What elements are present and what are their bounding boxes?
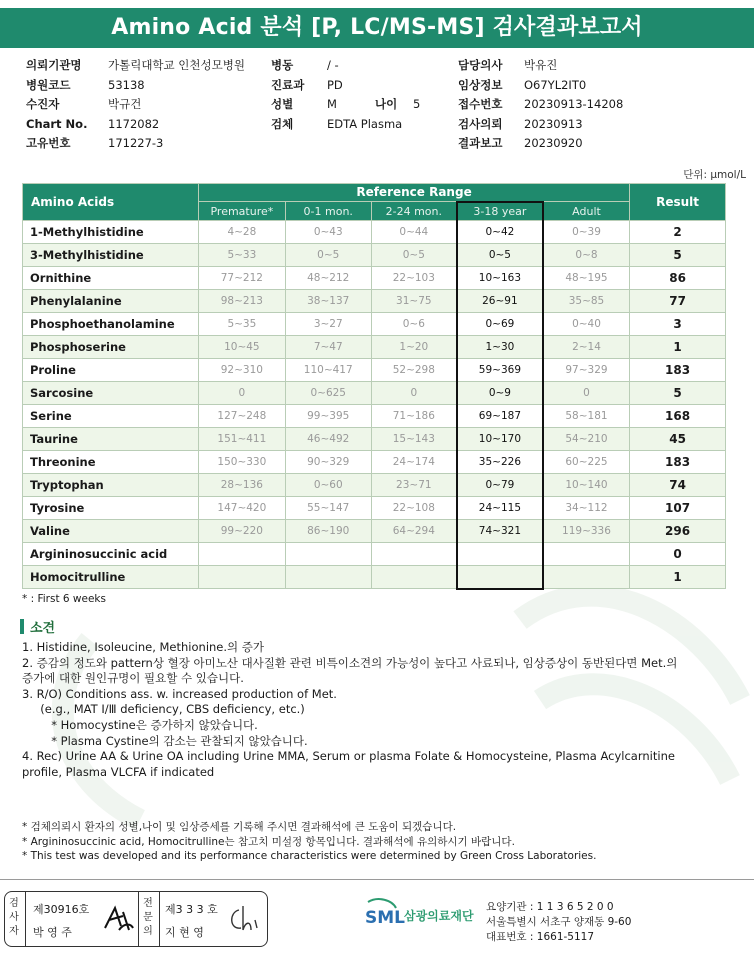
amino-acid-name: Phosphoserine — [23, 336, 199, 359]
sml-logo-icon — [364, 898, 405, 932]
reference-range-cell: 3~27 — [285, 313, 371, 336]
reference-range-cell: 86~190 — [285, 520, 371, 543]
reference-range-cell: 1~20 — [371, 336, 457, 359]
reference-range-cell: 10~170 — [457, 428, 543, 451]
reference-range-cell: 0~39 — [543, 221, 630, 244]
col-header-amino-acids: Amino Acids — [23, 184, 199, 221]
result-value: 3 — [630, 313, 726, 336]
reference-range-cell: 0~69 — [457, 313, 543, 336]
col-header-adult: Adult — [543, 202, 630, 221]
divider — [138, 892, 139, 946]
reference-range-cell — [371, 543, 457, 566]
reference-range-cell — [198, 566, 285, 589]
amino-acid-name: Taurine — [23, 428, 199, 451]
info-label: 의뢰기관명 — [26, 58, 82, 72]
amino-acid-name: 3-Methylhistidine — [23, 244, 199, 267]
reference-range-cell: 71~186 — [371, 405, 457, 428]
info-value: 20230913 — [524, 116, 583, 131]
reference-range-cell — [543, 543, 630, 566]
result-value: 45 — [630, 428, 726, 451]
amino-acid-name: 1-Methylhistidine — [23, 221, 199, 244]
comments-heading — [20, 617, 55, 636]
reference-range-cell: 77~212 — [198, 267, 285, 290]
comment-line: profile, Plasma VLCFA if indicated — [22, 764, 215, 779]
lab-logo — [364, 898, 474, 932]
logo-text: SML — [365, 908, 405, 928]
table-row — [23, 405, 726, 428]
info-label: 나이 — [375, 97, 398, 111]
reference-range-cell: 90~329 — [285, 451, 371, 474]
info-value: PD — [327, 77, 343, 92]
reference-range-cell: 0~44 — [371, 221, 457, 244]
reference-range-cell: 0~5 — [371, 244, 457, 267]
reference-range-cell: 24~174 — [371, 451, 457, 474]
info-label: 고유번호 — [26, 136, 71, 150]
amino-acid-name: Argininosuccinic acid — [23, 543, 199, 566]
info-label: 성별 — [271, 97, 294, 111]
reference-range-cell: 46~492 — [285, 428, 371, 451]
reference-range-cell: 1~30 — [457, 336, 543, 359]
info-label: 병원코드 — [26, 77, 71, 92]
reference-range-cell: 97~329 — [543, 359, 630, 382]
comment-line: 증가에 대한 원인규명이 필요할 수 있습니다. — [22, 671, 244, 686]
patient-info-right — [458, 56, 623, 154]
comment-line: (e.g., MAT Ⅰ/Ⅲ deficiency, CBS deficiency, etc.) — [22, 702, 305, 717]
reference-range-cell: 58~181 — [543, 405, 630, 428]
divider — [25, 892, 26, 946]
specialist-signature — [225, 902, 263, 936]
reference-range-cell: 10~163 — [457, 267, 543, 290]
reference-range-cell: 98~213 — [198, 290, 285, 313]
result-value: 5 — [630, 382, 726, 405]
heading-marker — [20, 619, 24, 634]
reference-range-cell: 24~115 — [457, 497, 543, 520]
result-value: 86 — [630, 267, 726, 290]
reference-range-cell: 22~108 — [371, 497, 457, 520]
divider — [159, 892, 160, 946]
info-label: 담당의사 — [458, 58, 503, 72]
note-line: * This test was developed and its performance characteristics were determined by Green Cross Laboratories. — [22, 850, 597, 862]
table-row — [23, 566, 726, 589]
result-value: 77 — [630, 290, 726, 313]
lab-phone: 대표번호 : 1661-5117 — [486, 931, 595, 943]
info-value: 박규건 — [108, 97, 142, 111]
col-header-2-24-mon: 2-24 mon. — [371, 202, 457, 221]
table-row — [23, 336, 726, 359]
examiner-signature — [101, 902, 135, 936]
reference-range-cell: 55~147 — [285, 497, 371, 520]
info-value: M — [327, 97, 337, 111]
reference-range-cell: 0 — [198, 382, 285, 405]
table-row — [23, 474, 726, 497]
table-row — [23, 221, 726, 244]
reference-range-cell: 48~195 — [543, 267, 630, 290]
reference-range-cell — [285, 543, 371, 566]
reference-range-cell: 38~137 — [285, 290, 371, 313]
reference-range-cell — [371, 566, 457, 589]
lab-code: 요양기관 : 1 1 3 6 5 2 0 0 — [486, 901, 614, 913]
result-value: 183 — [630, 359, 726, 382]
comment-line: 2. 증감의 정도와 pattern상 혈장 아미노산 대사질환 관련 비특이소견의 가능성이 높다고 사료되나, 임상증상이 동반된다면 Met.의 — [22, 655, 678, 670]
result-value: 5 — [630, 244, 726, 267]
table-row — [23, 497, 726, 520]
reference-range-cell: 10~45 — [198, 336, 285, 359]
comment-line: * Plasma Cystine의 감소는 관찰되지 않았습니다. — [22, 733, 308, 748]
reference-range-cell: 0~5 — [285, 244, 371, 267]
reference-range-cell: 54~210 — [543, 428, 630, 451]
info-value: 박유진 — [524, 58, 558, 72]
reference-range-cell: 35~226 — [457, 451, 543, 474]
reference-range-cell: 92~310 — [198, 359, 285, 382]
info-value: 5 — [413, 97, 421, 111]
col-header-premature: Premature* — [198, 202, 285, 221]
amino-acid-name: Serine — [23, 405, 199, 428]
note-line: * 검체의뢰시 환자의 성별,나이 및 임상증세를 기록해 주시면 결과해석에 큰 도움이 되겠습니다. — [22, 821, 457, 833]
table-row — [23, 428, 726, 451]
reference-range-cell: 127~248 — [198, 405, 285, 428]
info-value: O67YL2IT0 — [524, 77, 587, 92]
result-value: 0 — [630, 543, 726, 566]
info-value: 20230913-14208 — [524, 97, 624, 111]
result-value: 1 — [630, 336, 726, 359]
reference-range-cell: 99~395 — [285, 405, 371, 428]
result-value: 2 — [630, 221, 726, 244]
reference-range-cell: 35~85 — [543, 290, 630, 313]
patient-info-middle — [271, 56, 420, 134]
comment-line: 4. Rec) Urine AA & Urine OA including Urine MMA, Serum or plasma Folate & Homocysteine, Plasma Acylcarnitine — [22, 749, 675, 764]
reference-range-cell: 0 — [371, 382, 457, 405]
reference-range-cell: 110~417 — [285, 359, 371, 382]
reference-range-cell: 119~336 — [543, 520, 630, 543]
reference-range-cell: 0~9 — [457, 382, 543, 405]
reference-range-cell: 60~225 — [543, 451, 630, 474]
notes-block — [22, 820, 596, 864]
info-label: 검체 — [271, 116, 294, 131]
comment-line: * Homocystine은 증가하지 않았습니다. — [22, 717, 258, 732]
reference-range-cell: 74~321 — [457, 520, 543, 543]
reference-range-cell: 10~140 — [543, 474, 630, 497]
reference-range-cell: 31~75 — [371, 290, 457, 313]
examiner-name: 박 영 주 — [33, 926, 72, 939]
table-row — [23, 451, 726, 474]
examiner-label: 검사자 — [9, 898, 19, 937]
patient-info-left — [26, 56, 245, 154]
reference-range-cell: 0~60 — [285, 474, 371, 497]
reference-range-cell: 28~136 — [198, 474, 285, 497]
reference-range-cell: 26~91 — [457, 290, 543, 313]
examiner-license-no: 제30916호 — [33, 903, 90, 916]
reference-range-cell: 23~71 — [371, 474, 457, 497]
reference-range-cell: 0~79 — [457, 474, 543, 497]
reference-range-cell: 7~47 — [285, 336, 371, 359]
result-value: 296 — [630, 520, 726, 543]
unit-label: 단위: μmol/L — [683, 169, 746, 181]
col-header-result: Result — [630, 184, 726, 221]
info-label: 병동 — [271, 58, 294, 72]
amino-acid-name: Tryptophan — [23, 474, 199, 497]
note-line: * Argininosuccinic acid, Homocitrulline는 참고치 미설정 항목입니다. 결과해석에 유의하시기 바랍니다. — [22, 835, 515, 848]
amino-acid-name: Threonine — [23, 451, 199, 474]
amino-acid-name: Tyrosine — [23, 497, 199, 520]
comment-line: 3. R/O) Conditions ass. w. increased production of Met. — [22, 686, 337, 701]
table-row — [23, 382, 726, 405]
amino-acid-name: Phosphoethanolamine — [23, 313, 199, 336]
info-value: EDTA Plasma — [327, 116, 403, 131]
reference-range-cell — [285, 566, 371, 589]
reference-range-cell — [198, 543, 285, 566]
info-label: 임상정보 — [458, 77, 503, 92]
premature-footnote: * : First 6 weeks — [22, 593, 106, 605]
reference-range-cell: 0~5 — [457, 244, 543, 267]
reference-range-cell: 150~330 — [198, 451, 285, 474]
reference-range-cell: 34~112 — [543, 497, 630, 520]
reference-range-cell: 2~14 — [543, 336, 630, 359]
reference-range-cell: 64~294 — [371, 520, 457, 543]
info-label: 결과보고 — [458, 136, 503, 150]
info-value: 171227-3 — [108, 136, 164, 150]
reference-range-cell: 0~6 — [371, 313, 457, 336]
comments-heading-text: 소견 — [30, 621, 56, 636]
lab-address: 서울특별시 서초구 양재동 9-60 — [486, 916, 632, 928]
specialist-label: 전문의 — [143, 898, 153, 937]
reference-range-cell: 151~411 — [198, 428, 285, 451]
reference-range-cell: 15~143 — [371, 428, 457, 451]
result-value: 1 — [630, 566, 726, 589]
result-value: 168 — [630, 405, 726, 428]
info-value: / - — [327, 58, 339, 72]
reference-range-cell: 5~33 — [198, 244, 285, 267]
reference-range-cell: 52~298 — [371, 359, 457, 382]
info-label: 접수번호 — [458, 97, 503, 111]
reference-range-cell: 59~369 — [457, 359, 543, 382]
reference-range-cell: 0~40 — [543, 313, 630, 336]
reference-range-cell: 99~220 — [198, 520, 285, 543]
reference-range-cell — [457, 566, 543, 589]
info-value: 1172082 — [108, 116, 160, 131]
amino-acid-name: Proline — [23, 359, 199, 382]
amino-acid-name: Ornithine — [23, 267, 199, 290]
lab-name: 삼광의료재단 — [404, 908, 474, 923]
reference-range-cell: 5~35 — [198, 313, 285, 336]
reference-range-cell: 69~187 — [457, 405, 543, 428]
result-value: 107 — [630, 497, 726, 520]
table-row — [23, 359, 726, 382]
result-value: 74 — [630, 474, 726, 497]
table-row — [23, 244, 726, 267]
divider — [0, 879, 754, 880]
comment-line: 1. Histidine, Isoleucine, Methionine.의 증가 — [22, 640, 265, 654]
reference-range-cell: 147~420 — [198, 497, 285, 520]
info-value: 가톨릭대학교 인천성모병원 — [108, 58, 245, 72]
reference-range-cell — [543, 566, 630, 589]
table-row — [23, 520, 726, 543]
reference-range-cell: 0~8 — [543, 244, 630, 267]
info-label: Chart No. — [26, 116, 88, 131]
reference-range-cell: 0~42 — [457, 221, 543, 244]
table-row — [23, 267, 726, 290]
reference-range-cell: 0~625 — [285, 382, 371, 405]
info-value: 53138 — [108, 77, 145, 92]
specialist-license-no: 제3 3 3 호 — [165, 903, 218, 916]
info-label: 진료과 — [271, 77, 305, 92]
reference-range-cell: 22~103 — [371, 267, 457, 290]
lab-address-block — [486, 900, 631, 945]
amino-acid-name: Homocitrulline — [23, 566, 199, 589]
amino-acid-table — [22, 183, 726, 590]
reference-range-cell: 48~212 — [285, 267, 371, 290]
signature-box — [4, 891, 268, 947]
table-row — [23, 290, 726, 313]
col-header-0-1-mon: 0-1 mon. — [285, 202, 371, 221]
reference-range-cell — [457, 543, 543, 566]
amino-acid-name: Sarcosine — [23, 382, 199, 405]
result-value: 183 — [630, 451, 726, 474]
specialist-name: 지 현 영 — [165, 926, 204, 939]
info-label: 수진자 — [26, 97, 60, 111]
amino-acid-name: Valine — [23, 520, 199, 543]
report-title: Amino Acid 분석 [P, LC/MS-MS] 검사결과보고서 — [0, 8, 754, 48]
reference-range-cell: 0 — [543, 382, 630, 405]
col-header-reference-range: Reference Range — [198, 184, 629, 202]
reference-range-cell: 4~28 — [198, 221, 285, 244]
reference-range-cell: 0~43 — [285, 221, 371, 244]
col-header-3-18-year: 3-18 year — [457, 202, 543, 221]
info-label: 검사의뢰 — [458, 116, 503, 131]
amino-acid-name: Phenylalanine — [23, 290, 199, 313]
info-value: 20230920 — [524, 136, 583, 150]
table-row — [23, 543, 726, 566]
table-row — [23, 313, 726, 336]
comments-block — [22, 640, 722, 780]
